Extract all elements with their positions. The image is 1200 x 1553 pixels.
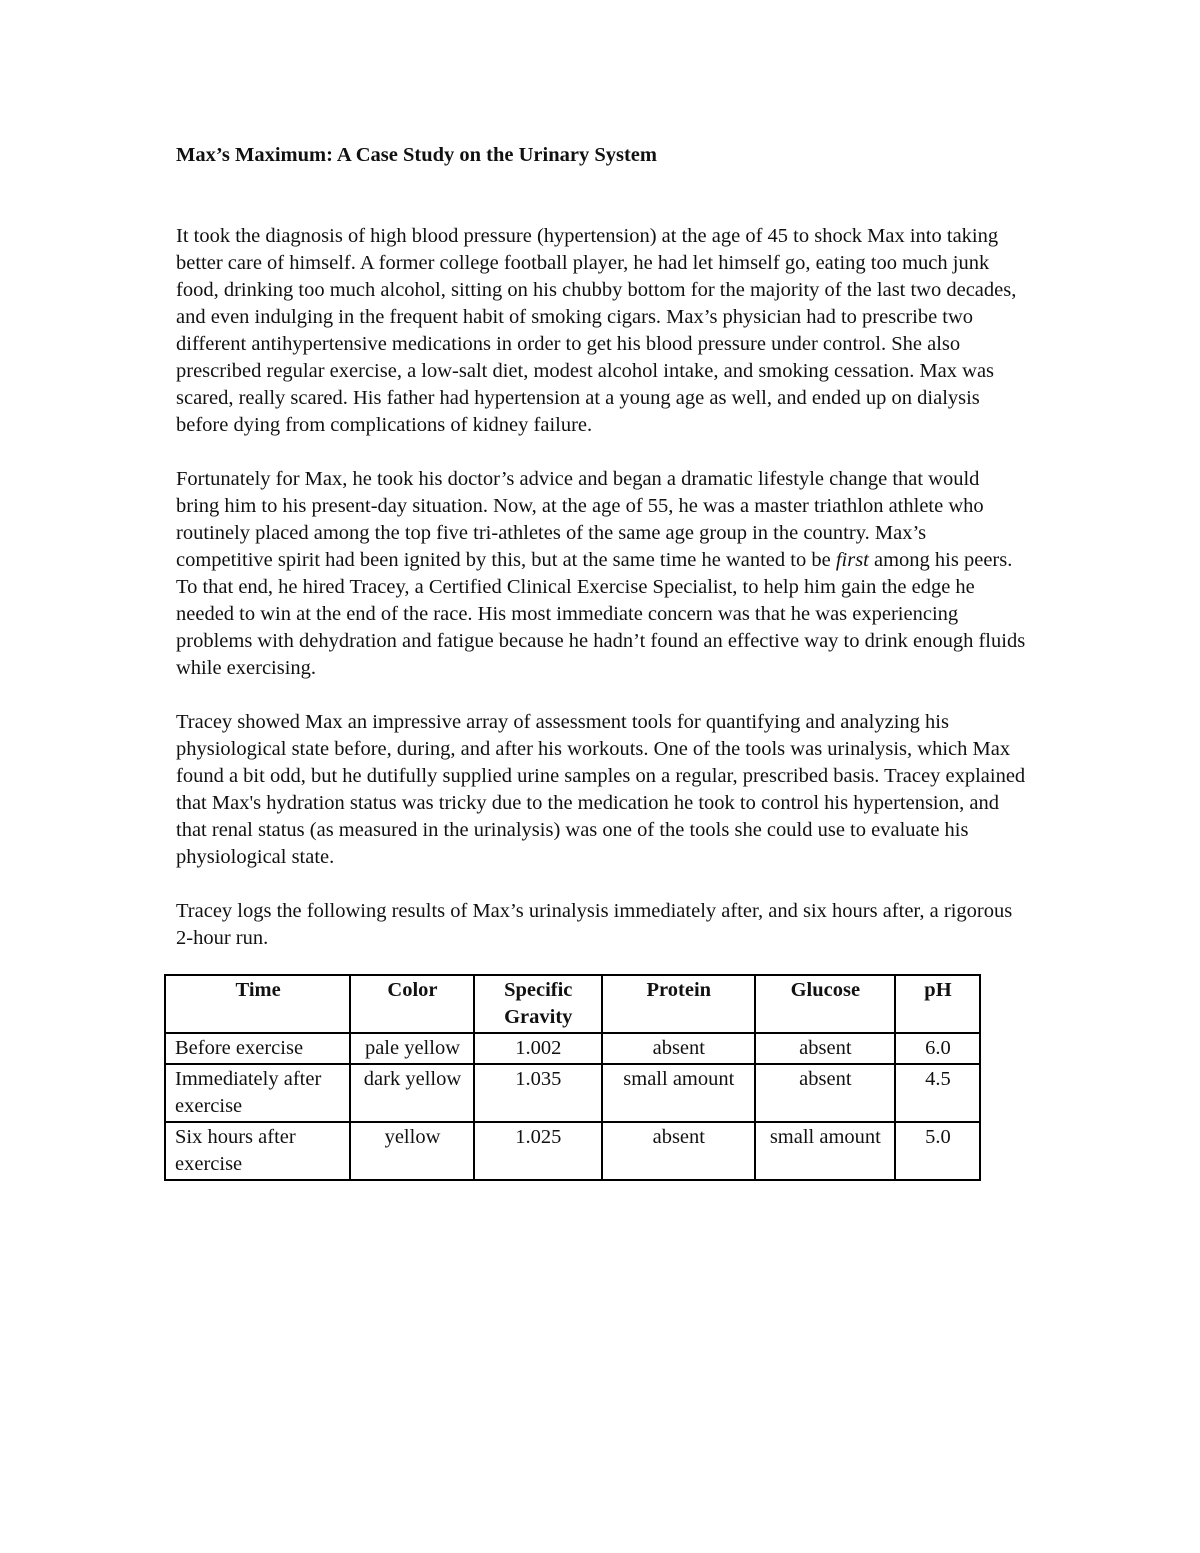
urinalysis-table [164,974,981,1181]
header-time: Time [165,975,350,1033]
document-page [176,142,1036,1204]
cell-protein: absent [602,1122,755,1180]
cell-color: pale yellow [350,1033,473,1064]
paragraph-1: It took the diagnosis of high blood pressure (hypertension) at the age of 45 to shock Max into taking better care of himself. A former college football player, he had let himself go, eating too much junk food, drinking too much alcohol, sitting on his chubby bottom for the majority of the last two decades, and even indulging in the frequent habit of smoking cigars. Max’s physician had to prescribe two different antihypertensive medications in order to get his blood pressure under control. She also prescribed regular exercise, a low-salt diet, modest alcohol intake, and smoking cessation. Max was scared, really scared. His father had hypertension at a young age as well, and ended up on dialysis before dying from complications of kidney failure. [176,225,1017,436]
cell-color: yellow [350,1122,473,1180]
paragraph-3: Tracey showed Max an impressive array of assessment tools for quantifying and analyzing his physiological state before, during, and after his workouts. One of the tools was urinalysis, which Max found a bit odd, but he dutifully supplied urine samples on a regular, prescribed basis. Tracey explained that Max's hydration status was tricky due to the medication he took to control his hypertension, and that renal status (as measured in the urinalysis) was one of the tools she could use to evaluate his physiological state. [176,711,1026,868]
table-wrapper [176,974,1036,1204]
table-row [165,1122,980,1180]
cell-time: Before exercise [165,1033,350,1064]
cell-time: Immediately after exercise [165,1064,350,1122]
paragraph-2 [176,466,1026,682]
cell-specific-gravity: 1.035 [474,1064,602,1122]
header-protein: Protein [602,975,755,1033]
cell-time: Six hours after exercise [165,1122,350,1180]
header-glucose: Glucose [755,975,895,1033]
table-row [165,1064,980,1122]
cell-ph: 6.0 [895,1033,980,1064]
header-specific-gravity: Specific Gravity [474,975,602,1033]
paragraph-2-emphasis: first [835,549,869,571]
paragraph-2-text-a: Fortunately for Max, he took his doctor’s advice and began a dramatic lifestyle change that would bring him to his present-day situation. Now, at the age of 55, he was a master triathlon athlete who routinely placed among the top five tri-athletes of the same age group in the country. Max’s competitive spirit had been ignited by this, but at the same time he wanted to be [176,468,984,571]
table-row [165,1033,980,1064]
cell-specific-gravity: 1.025 [474,1122,602,1180]
paragraph-2-text-b: among his peers. To that end, he hired Tracey, a Certified Clinical Exercise Specialist, to help him gain the edge he needed to win at the end of the race. His most immediate concern was that he was experiencing problems with dehydration and fatigue because he hadn’t found an effective way to drink enough fluids while exercising. [176,549,1026,679]
cell-protein: absent [602,1033,755,1064]
cell-glucose: absent [755,1033,895,1064]
paragraph-4: Tracey logs the following results of Max’s urinalysis immediately after, and six hours after, a rigorous 2-hour run. [176,900,1013,949]
cell-glucose: small amount [755,1122,895,1180]
table-header-row [165,975,980,1033]
cell-glucose: absent [755,1064,895,1122]
cell-color: dark yellow [350,1064,473,1122]
cell-specific-gravity: 1.002 [474,1033,602,1064]
header-color: Color [350,975,473,1033]
document-title: Max’s Maximum: A Case Study on the Urinary System [176,144,657,166]
cell-protein: small amount [602,1064,755,1122]
cell-ph: 4.5 [895,1064,980,1122]
header-ph: pH [895,975,980,1033]
cell-ph: 5.0 [895,1122,980,1180]
